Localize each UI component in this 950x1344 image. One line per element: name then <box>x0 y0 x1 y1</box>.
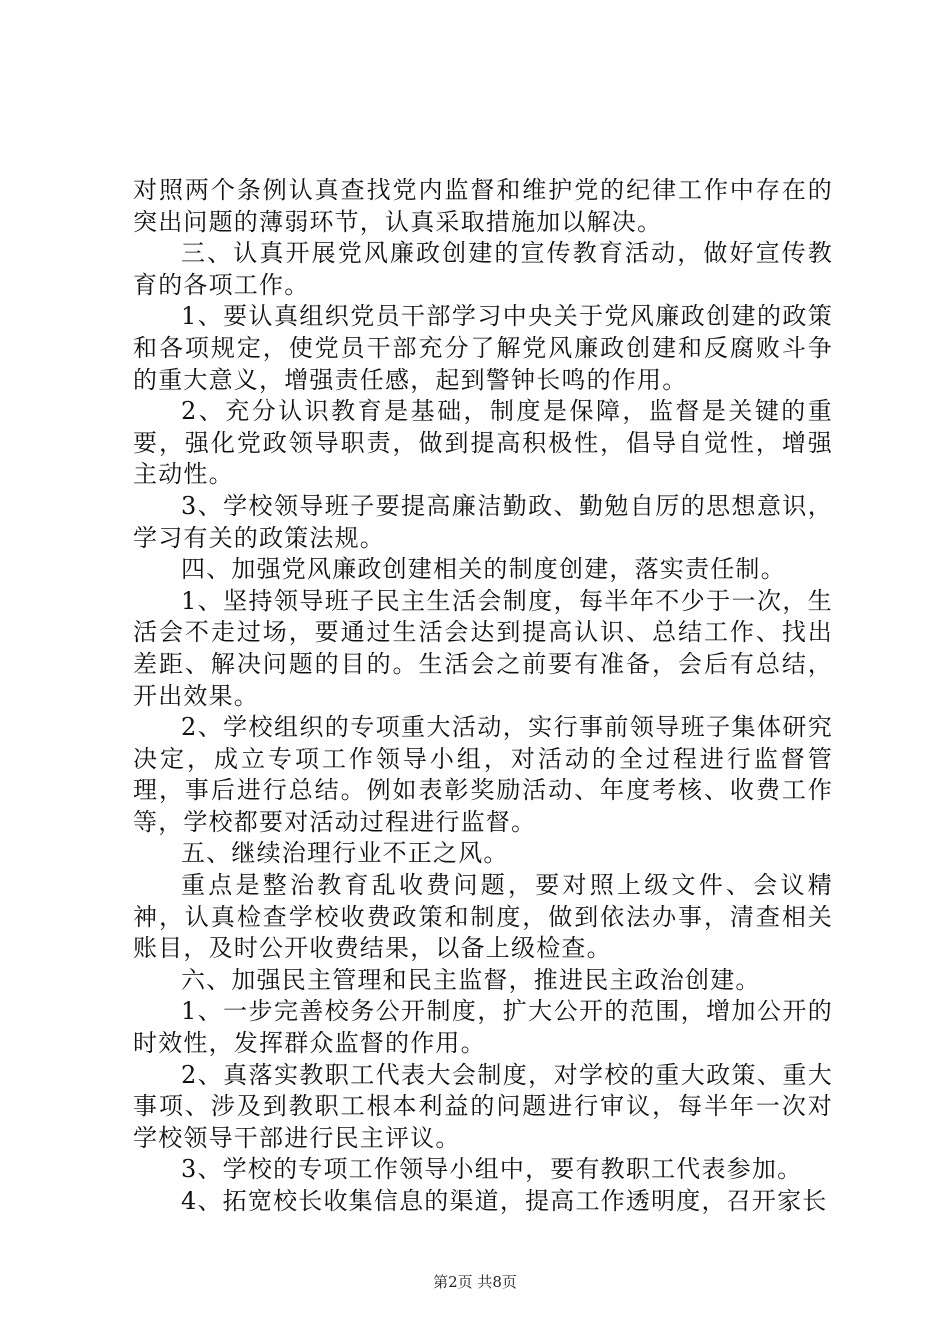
section-heading-5: 五、继续治理行业不正之风。 <box>181 839 509 868</box>
paragraph: 4、拓宽校长收集信息的渠道，提高工作透明度，召开家长 <box>181 1187 828 1215</box>
paragraph: 1、要认真组织党员干部学习中央关于党风廉政创建的政策和各项规定，使党员干部充分了解党风廉政创建和反腐败斗争的重大意义，增强责任感，起到警钟长鸣的作用。 <box>133 302 833 394</box>
page-footer: 第2页 共8页 <box>433 1273 517 1291</box>
paragraph: 2、充分认识教育是基础，制度是保障，监督是关键的重要，强化党政领导职责，做到提高积极性，倡导自觉性，增强主动性。 <box>133 397 833 489</box>
section-heading-4: 四、加强党风廉政创建相关的制度创建，落实责任制。 <box>181 555 786 584</box>
paragraph: 3、学校领导班子要提高廉洁勤政、勤勉自厉的思想意识，学习有关的政策法规。 <box>133 491 833 552</box>
paragraph: 1、一步完善校务公开制度，扩大公开的范围，增加公开的时效性，发挥群众监督的作用。 <box>133 997 833 1058</box>
paragraph: 2、学校组织的专项重大活动，实行事前领导班子集体研究决定，成立专项工作领导小组，对活动的全过程进行监督管理，事后进行总结。例如表彰奖励活动、年度考核、收费工作等，学校都要对活动过程进行监督。 <box>133 713 833 836</box>
paragraph: 对照两个条例认真查找党内监督和维护党的纪律工作中存在的突出问题的薄弱环节，认真采取措施加以解决。 <box>133 176 833 236</box>
paragraph: 1、坚持领导班子民主生活会制度，每半年不少于一次，生活会不走过场，要通过生活会达到提高认识、总结工作、找出差距、解决问题的目的。生活会之前要有准备，会后有总结，开出效果。 <box>133 586 833 710</box>
document-body <box>133 175 833 1218</box>
section-heading-3: 三、认真开展党风廉政创建的宣传教育活动，做好宣传教育的各项工作。 <box>133 239 833 299</box>
section-heading-6: 六、加强民主管理和民主监督，推进民主政治创建。 <box>181 965 761 994</box>
paragraph: 3、学校的专项工作领导小组中，要有教职工代表参加。 <box>181 1155 803 1184</box>
paragraph: 重点是整治教育乱收费问题，要对照上级文件、会议精神，认真检查学校收费政策和制度，做到依法办事，清查相关账目，及时公开收费结果，以备上级检查。 <box>133 871 833 963</box>
paragraph: 2、真落实教职工代表大会制度，对学校的重大政策、重大事项、涉及到教职工根本利益的问题进行审议，每半年一次对学校领导干部进行民主评议。 <box>133 1060 833 1152</box>
